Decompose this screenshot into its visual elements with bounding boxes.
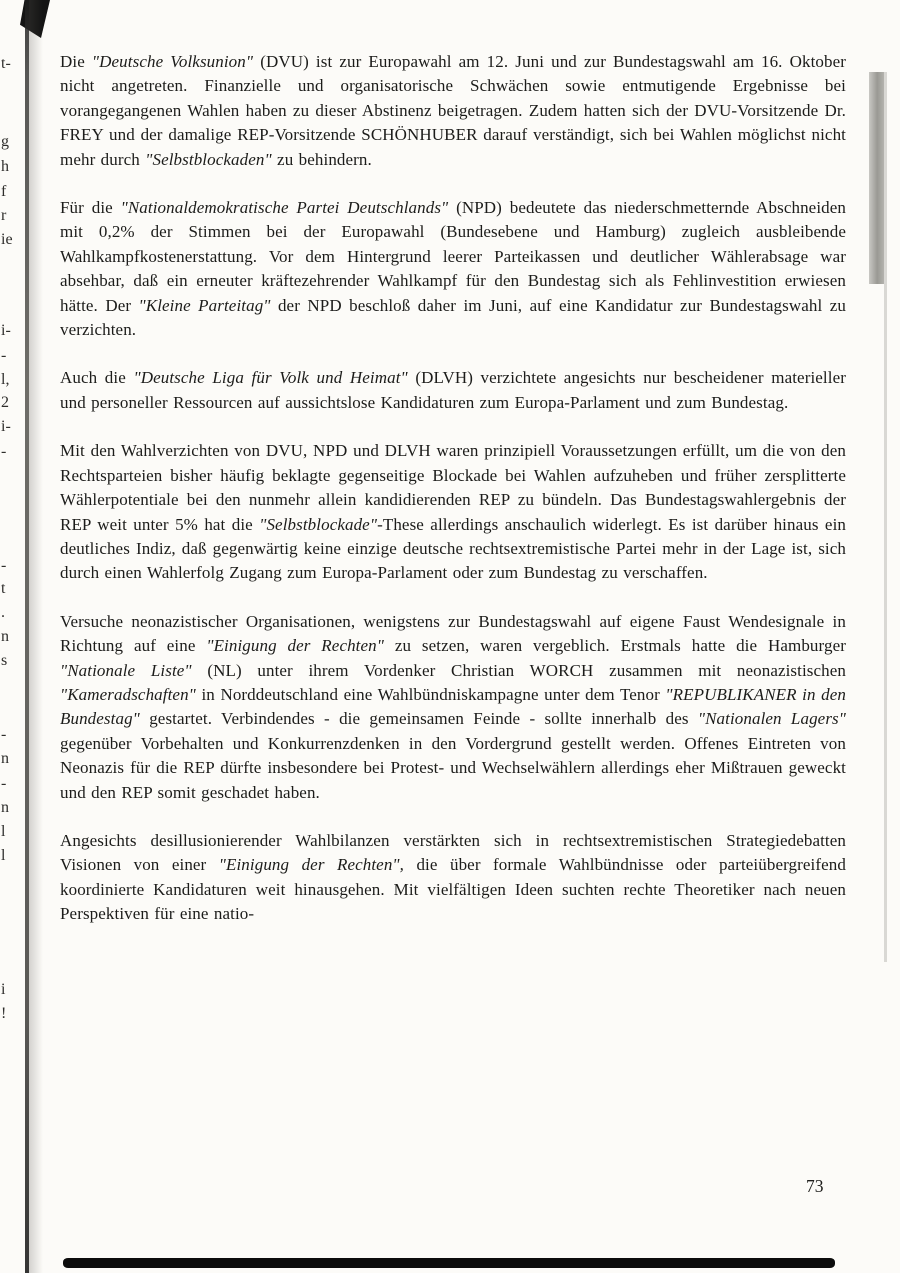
- edge-fragment: n: [1, 628, 9, 645]
- page-number: 73: [806, 1176, 824, 1196]
- edge-fragment: -: [1, 726, 7, 743]
- edge-fragment: s: [1, 652, 8, 669]
- edge-fragment: .: [1, 604, 5, 621]
- edge-fragment: r: [1, 207, 7, 224]
- edge-fragment: h: [1, 158, 9, 175]
- edge-fragment: g: [1, 133, 9, 150]
- edge-fragment: -: [1, 443, 7, 460]
- edge-fragment: i-: [1, 322, 11, 339]
- edge-fragment: t-: [1, 55, 11, 72]
- edge-fragment: l: [1, 823, 6, 840]
- paragraph: Die "Deutsche Volksunion" (DVU) ist zur Europawahl am 12. Juni und zur Bundestagswahl am 16. Oktober nicht angetreten. Finanzielle und organisatorische Schwächen sowie entmutigende Ergebnisse bei vorangegangenen Wahlen haben zu dieser Abstinenz beigetragen. Zudem hatten sich der DVU-Vorsitzende Dr. FREY und der damalige REP-Vorsitzende SCHÖNHUBER darauf verständigt, sich bei Wahlen möglichst nicht mehr durch "Selbstblockaden" zu behindern.: [60, 52, 846, 169]
- paragraph: Für die "Nationaldemokratische Partei Deutschlands" (NPD) bedeutete das niederschmetternde Abschneiden mit 0,2% der Stimmen bei der Europawahl (Bundesebene und Hamburg) zugleich ausbleibende Wahlkampfkostenerstattung. Vor dem Hintergrund leerer Parteikassen und deutlicher Wählerabsage war absehbar, daß ein erneuter kräftezehrender Wahlkampf für den Bundestag sich als Fehlinvestition erwiesen hätte. Der "Kleine Parteitag" der NPD beschloß daher im Juni, auf eine Kandidatur zur Bundestagswahl zu verzichten.: [60, 198, 846, 340]
- scan-artifact-right-band: [869, 72, 884, 284]
- edge-fragment: n: [1, 750, 9, 767]
- edge-fragment: t: [1, 580, 6, 597]
- edge-fragment: f: [1, 183, 7, 200]
- edge-fragment: i-: [1, 418, 11, 435]
- scan-artifact-binding-shadow: [29, 0, 43, 1273]
- edge-fragment: -: [1, 557, 7, 574]
- scan-artifact-bottom-bar: [63, 1258, 835, 1268]
- edge-fragment: l: [1, 847, 6, 864]
- edge-text-fragments: [0, 0, 20, 1273]
- edge-fragment: n: [1, 799, 9, 816]
- edge-fragment: 2: [1, 394, 9, 411]
- edge-fragment: -: [1, 347, 7, 364]
- scan-artifact-right-line: [884, 72, 887, 962]
- edge-fragment: i: [1, 981, 6, 998]
- paragraph: Versuche neonazistischer Organisationen, wenigstens zur Bundestagswahl auf eigene Faust Wendesignale in Richtung auf eine "Einigung der Rechten" zu setzen, waren vergeblich. Erstmals hatte die Hamburger "Nationale Liste" (NL) unter ihrem Vordenker Christian WORCH zusammen mit neonazistischen "Kameradschaften" in Norddeutschland eine Wahlbündniskampagne unter dem Tenor "REPUBLIKANER in den Bundestag" gestartet. Verbindendes - die gemeinsamen Feinde - sollte innerhalb des "Nationalen Lagers" gegenüber Vorbehalten und Konkurrenzdenken in den Vordergrund gestellt werden. Offenes Eintreten von Neonazis für die REP dürfte insbesondere bei Protest- und Wechselwählern allerdings eher Mißtrauen geweckt und den REP somit geschadet haben.: [60, 611, 847, 802]
- paragraph: Mit den Wahlverzichten von DVU, NPD und DLVH waren prinzipiell Voraussetzungen erfüllt, um die von den Rechtsparteien bisher häufig beklagte gegenseitige Blockade bei Wahlen aufzuheben und früher zersplitterte Wählerpotentiale bei den nunmehr allein kandidierenden REP zu bündeln. Das Bundestagswahlergebnis der REP weit unter 5% hat die "Selbstblockade"-These allerdings anschaulich widerlegt. Es ist darüber hinaus ein deutliches Indiz, daß gegenwärtig keine einzige deutsche rechtsextremistische Partei mehr in der Lage ist, sich durch einen Wahlerfolg Zugang zum Europa-Parlament oder zum Bundestag zu verschaffen.: [60, 441, 847, 583]
- paragraph: Angesichts desillusionierender Wahlbilanzen verstärkten sich in rechtsextremistischen Strategiedebatten Visionen von einer "Einigung der Rechten", die über formale Wahlbündnisse oder parteiübergreifend koordinierte Kandidaturen weit hinausgehen. Mit vielfältigen Ideen suchten rechte Theoretiker nach neuen Perspektiven für eine natio-: [60, 830, 846, 924]
- edge-fragment: !: [1, 1005, 7, 1022]
- edge-fragment: ie: [1, 231, 13, 248]
- page-text: [60, 50, 846, 951]
- edge-fragment: l,: [1, 371, 10, 388]
- paragraph: Auch die "Deutsche Liga für Volk und Heimat" (DLVH) verzichtete angesichts nur bescheidener materieller und personeller Ressourcen auf aussichtslose Kandidaturen zum Europa-Parlament und zum Bundestag.: [60, 368, 846, 412]
- edge-fragment: -: [1, 775, 7, 792]
